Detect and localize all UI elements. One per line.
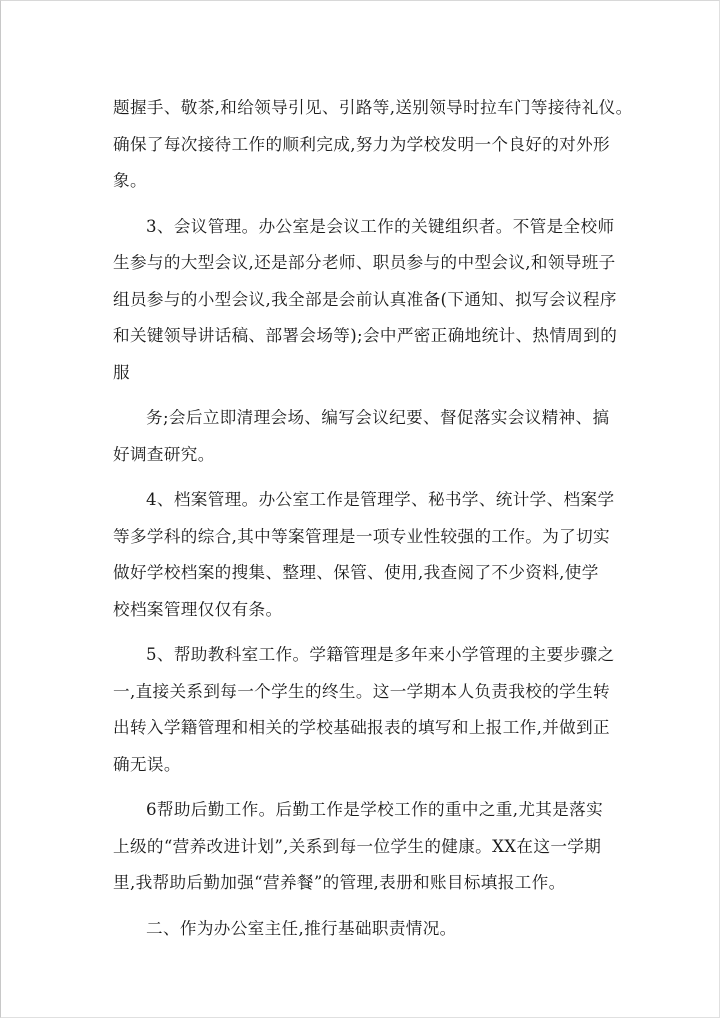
text-line: 里,我帮助后勤加强“营养餐”的管理,表册和账目标填报工作。 <box>113 873 566 892</box>
text-line: 和关键领导讲话稿、部署会场等);会中严密正确地统计、热情周到的 <box>113 326 618 345</box>
text-line: 4、档案管理。办公室工作是管理学、秘书学、统计学、档案学 <box>146 490 615 509</box>
text-line: 做好学校档案的搜集、整理、保管、使用,我查阅了不少资料,使学 <box>113 563 599 582</box>
text-line: 上级的“营养改进计划”,关系到每一位学生的健康。XX在这一学期 <box>113 836 602 856</box>
text-line: 题握手、敬茶,和给领导引见、引路等,送别领导时拉车门等接待礼仪。 <box>113 98 633 117</box>
text-line: 5、帮助教科室工作。学籍管理是多年来小学管理的主要步骤之 <box>146 645 615 664</box>
text-line: 确保了每次接待工作的顺利完成,努力为学校发明一个良好的对外形 <box>113 134 610 154</box>
text-line: 生参与的大型会议,还是部分老师、职员参与的中型会议,和领导班子 <box>113 253 616 272</box>
document-body <box>113 90 633 947</box>
text-line: 等多学科的综合,其中等案管理是一项专业性较强的工作。为了切实 <box>113 526 610 546</box>
text-line: 一,直接关系到每一个学生的终生。这一学期本人负责我校的学生转 <box>113 681 610 701</box>
text-line: 6帮助后勤工作。后勤工作是学校工作的重中之重,尤其是落实 <box>146 800 604 819</box>
text-line: 象。 <box>113 171 147 190</box>
text-line: 确无误。 <box>113 754 181 774</box>
text-line: 3、会议管理。办公室是会议工作的关键组织者。不管是全校师 <box>146 216 615 236</box>
section-heading: 二、作为办公室主任,推行基础职责情况。 <box>146 918 457 938</box>
text-line: 组员参与的小型会议,我全部是会前认真准备(下通知、拟写会议程序 <box>113 289 617 309</box>
text-line: 务;会后立即清理会场、编写会议纪要、督促落实会议精神、搞 <box>146 408 610 427</box>
text-line: 校档案管理仅仅有条。 <box>113 599 283 619</box>
text-line: 服 <box>113 362 130 382</box>
text-line: 出转入学籍管理和相关的学校基础报表的填写和上报工作,并做到正 <box>113 718 610 737</box>
text-line: 好调查研究。 <box>113 444 215 464</box>
